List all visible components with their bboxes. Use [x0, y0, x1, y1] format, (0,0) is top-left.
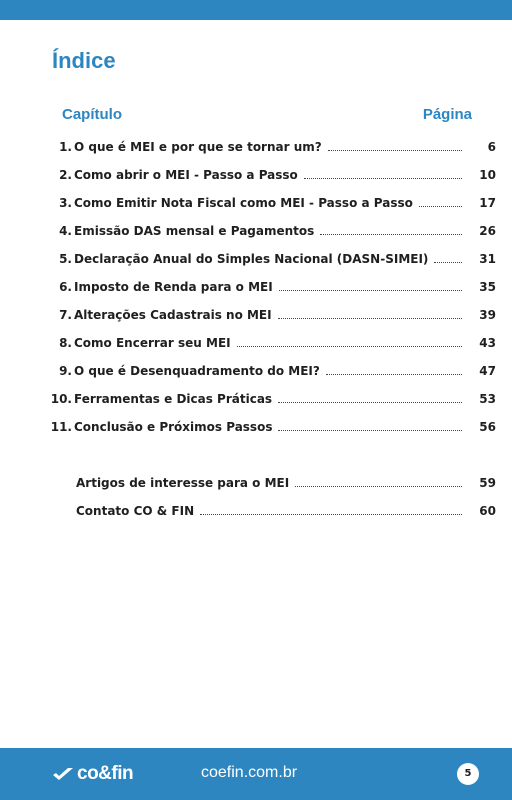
toc-entry-page: 17: [479, 196, 496, 210]
toc-entry[interactable]: [0, 390, 512, 408]
toc-entry-label: Como Encerrar seu MEI: [74, 336, 231, 350]
checkmark-logo-icon: [52, 766, 74, 782]
toc-entry-label: Ferramentas e Dicas Práticas: [74, 392, 273, 406]
toc-entry[interactable]: [0, 250, 512, 268]
leader-dots: [328, 138, 462, 151]
toc-extra-page: 60: [479, 504, 496, 518]
logo-text: co&fin: [77, 763, 134, 784]
toc-entry-label: Como Emitir Nota Fiscal como MEI - Passo a Passo: [74, 196, 413, 210]
toc-extra-page: 59: [479, 476, 496, 490]
toc-entry[interactable]: [0, 166, 512, 184]
page-number-badge: 5: [457, 763, 479, 785]
leader-dots: [278, 390, 462, 403]
toc-entry-number: 1.: [59, 140, 72, 154]
toc-entry-number: 10.: [50, 392, 72, 406]
toc-extra-entry[interactable]: [0, 474, 512, 492]
toc-entry[interactable]: [0, 222, 512, 240]
toc-entry-label: Alterações Cadastrais no MEI: [74, 308, 272, 322]
toc-entry-label: Conclusão e Próximos Passos: [74, 420, 273, 434]
toc-entry-number: 11.: [50, 420, 72, 434]
toc-entry-page: 26: [479, 224, 496, 238]
toc-entry-label: O que é MEI e por que se tornar um?: [74, 140, 322, 154]
top-bar: [0, 0, 512, 20]
toc-entry[interactable]: [0, 362, 512, 380]
footer: [0, 748, 512, 800]
toc-entry-page: 47: [479, 364, 496, 378]
toc-entry-page: 39: [479, 308, 496, 322]
toc-entry-page: 35: [479, 280, 496, 294]
toc-entry[interactable]: [0, 138, 512, 156]
leader-dots: [304, 166, 462, 179]
toc-entry-number: 9.: [59, 364, 72, 378]
leader-dots: [419, 194, 462, 207]
leader-dots: [295, 474, 462, 487]
toc-entry[interactable]: [0, 418, 512, 436]
page-title: Índice: [52, 48, 116, 73]
toc-entry[interactable]: [0, 194, 512, 212]
toc-entry-number: 4.: [59, 224, 72, 238]
leader-dots: [320, 222, 462, 235]
leader-dots: [434, 250, 462, 263]
toc-entry-label: Declaração Anual do Simples Nacional (DASN-SIMEI): [74, 252, 429, 266]
toc-entry-label: O que é Desenquadramento do MEI?: [74, 364, 320, 378]
site-url[interactable]: coefin.com.br: [201, 764, 298, 781]
toc-extra-entry[interactable]: [0, 502, 512, 520]
leader-dots: [278, 306, 462, 319]
toc-entry-number: 7.: [59, 308, 72, 322]
toc-entry-page: 10: [479, 168, 496, 182]
toc-entry-number: 8.: [59, 336, 72, 350]
leader-dots: [278, 418, 462, 431]
leader-dots: [326, 362, 462, 375]
toc-entry[interactable]: [0, 278, 512, 296]
toc-header: [62, 106, 472, 124]
brand-logo: [52, 762, 133, 786]
toc-entry-page: 31: [479, 252, 496, 266]
leader-dots: [279, 278, 462, 291]
chapter-column-label: Capítulo: [62, 106, 122, 123]
toc-entry[interactable]: [0, 334, 512, 352]
toc-entry-number: 6.: [59, 280, 72, 294]
toc-entry-label: Como abrir o MEI - Passo a Passo: [74, 168, 298, 182]
toc-entry-page: 6: [487, 140, 496, 154]
toc-entry-page: 56: [479, 420, 496, 434]
toc-entry-label: Emissão DAS mensal e Pagamentos: [74, 224, 315, 238]
toc-entry-number: 3.: [59, 196, 72, 210]
toc-entry-page: 53: [479, 392, 496, 406]
toc-entry-number: 5.: [59, 252, 72, 266]
leader-dots: [237, 334, 462, 347]
toc-entry-page: 43: [479, 336, 496, 350]
page-column-label: Página: [422, 106, 472, 123]
toc-entry[interactable]: [0, 306, 512, 324]
toc-extra-label: Artigos de interesse para o MEI: [76, 476, 290, 490]
toc-entry-number: 2.: [59, 168, 72, 182]
toc-entry-label: Imposto de Renda para o MEI: [74, 280, 273, 294]
leader-dots: [200, 502, 462, 515]
toc-extra-label: Contato CO & FIN: [76, 504, 195, 518]
